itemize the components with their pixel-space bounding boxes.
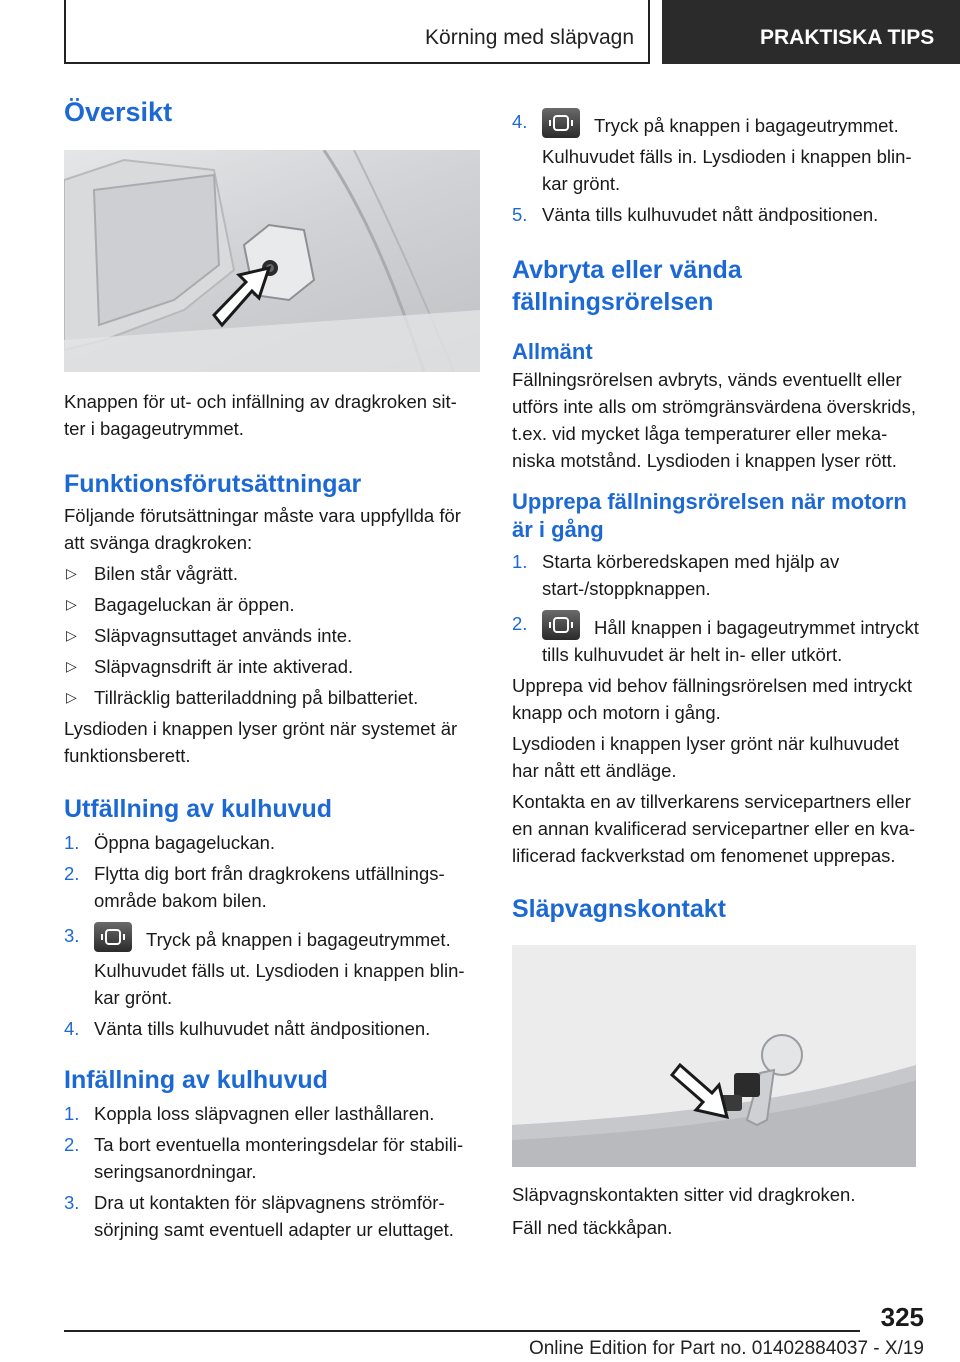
- left-column: [64, 96, 480, 1247]
- triangle-bullet-icon: ▷: [66, 565, 77, 581]
- triangle-bullet-icon: ▷: [66, 658, 77, 674]
- list-item: 5. Vänta tills kulhuvudet nått ändpositionen.: [512, 204, 879, 225]
- footer-divider: [64, 1330, 860, 1332]
- list-item: 1. Koppla loss släpvagnen eller lasthållaren.: [64, 1103, 435, 1124]
- footer-edition: Online Edition for Part no. 01402884037 - X/19: [528, 1338, 924, 1359]
- repeat-steps: [512, 548, 928, 668]
- button-icon: [94, 922, 132, 952]
- list-item: 1. Starta körberedskapen med hjälp av start-/stoppknappen.: [512, 551, 840, 599]
- trunk-button-illustration: [64, 150, 480, 372]
- repeat-paragraph-3: Kontakta en av tillverkarens servicepartners eller en annan kvalificerad servicepartner eller en kva-lificerad fackverkstad om fenomenet upprepas.: [512, 791, 916, 866]
- triangle-bullet-icon: ▷: [66, 596, 77, 612]
- retract-steps: [64, 1100, 480, 1243]
- list-item: 4. Vänta tills kulhuvudet nått ändpositionen.: [64, 1018, 431, 1039]
- list-item: 3. Tryck på knappen i bagageutrymmet.: [64, 922, 480, 953]
- list-item: ▷ Bilen står vågrätt.: [64, 560, 480, 587]
- socket-paragraph: Fäll ned täckkåpan.: [512, 1217, 673, 1238]
- list-item: 1. Öppna bagageluckan.: [64, 832, 276, 853]
- trailer-socket-illustration: [512, 945, 916, 1167]
- right-column: [512, 108, 928, 1241]
- prerequisites-heading: Funktionsförutsättningar: [64, 470, 362, 498]
- figure-trunk-button: [64, 150, 480, 372]
- figure-trailer-socket: [512, 945, 916, 1167]
- retract-steps-continued: [512, 108, 928, 228]
- list-item: Kulhuvudet fälls ut. Lysdioden i knappen blin-kar grönt.: [94, 960, 465, 1008]
- extend-steps: [64, 829, 480, 1042]
- list-item: ▷ Bagageluckan är öppen.: [64, 591, 480, 618]
- triangle-bullet-icon: ▷: [66, 627, 77, 643]
- extend-heading: Utfällning av kulhuvud: [64, 795, 333, 823]
- list-item: ▷ Tillräcklig batteriladdning på bilbatteriet.: [64, 684, 480, 711]
- button-icon: [542, 610, 580, 640]
- retract-heading: Infällning av kulhuvud: [64, 1066, 328, 1094]
- prerequisites-list: [64, 560, 480, 711]
- header-section-tab: [64, 0, 650, 64]
- page-number: 325: [880, 1302, 924, 1332]
- list-item: 2. Håll knappen i bagageutrymmet intryckt tills kulhuvudet är helt in- eller utkört.: [512, 610, 928, 668]
- prerequisites-note: Lysdioden i knappen lyser grönt när systemet är funktionsberett.: [64, 718, 458, 766]
- list-item: 2. Ta bort eventuella monteringsdelar för stabili-seringsanordningar.: [64, 1134, 464, 1182]
- socket-heading: Släpvagnskontakt: [512, 895, 726, 923]
- general-heading: Allmänt: [512, 339, 593, 364]
- triangle-bullet-icon: ▷: [66, 689, 77, 705]
- prerequisites-intro: Följande förutsättningar måste vara uppfyllda för att svänga dragkroken:: [64, 505, 461, 553]
- repeat-paragraph-1: Upprepa vid behov fällningsrörelsen med intryckt knapp och motorn i gång.: [512, 675, 913, 723]
- list-item: ▷ Släpvagnsuttaget används inte.: [64, 622, 480, 649]
- header-chapter-tab: [662, 0, 960, 64]
- overview-heading: Översikt: [64, 97, 173, 127]
- repeat-heading: Upprepa fällningsrörelsen när motorn är i gång: [512, 489, 907, 542]
- figure2-caption: Släpvagnskontakten sitter vid dragkroken.: [512, 1184, 856, 1205]
- header-section-label: Körning med släpvagn: [425, 26, 634, 49]
- figure1-caption: Knappen för ut- och infällning av dragkroken sit- ter i bagageutrymmet.: [64, 391, 457, 439]
- list-item: ▷ Släpvagnsdrift är inte aktiverad.: [64, 653, 480, 680]
- general-text: Fällningsrörelsen avbryts, vänds eventuellt eller utförs inte alls om strömgränsvärdena överskrids, t.ex. vid mycket låga temperaturer eller meka-niska motstånd. Lysdioden i knappen lyser rött.: [512, 369, 917, 471]
- header-chapter-label: PRAKTISKA TIPS: [760, 26, 935, 49]
- cancel-heading: Avbryta eller vända fällningsrörelsen: [512, 256, 742, 316]
- list-item: 4. Tryck på knappen i bagageutrymmet.: [512, 108, 928, 139]
- list-item: 3. Dra ut kontakten för släpvagnens strömför-sörjning samt eventuell adapter ur eluttaget.: [64, 1192, 454, 1240]
- list-item: 2. Flytta dig bort från dragkrokens utfällnings-område bakom bilen.: [64, 863, 445, 911]
- button-icon: [542, 108, 580, 138]
- repeat-paragraph-2: Lysdioden i knappen lyser grönt när kulhuvudet har nått ett ändläge.: [512, 733, 900, 781]
- list-item: Kulhuvudet fälls in. Lysdioden i knappen blin-kar grönt.: [542, 146, 912, 194]
